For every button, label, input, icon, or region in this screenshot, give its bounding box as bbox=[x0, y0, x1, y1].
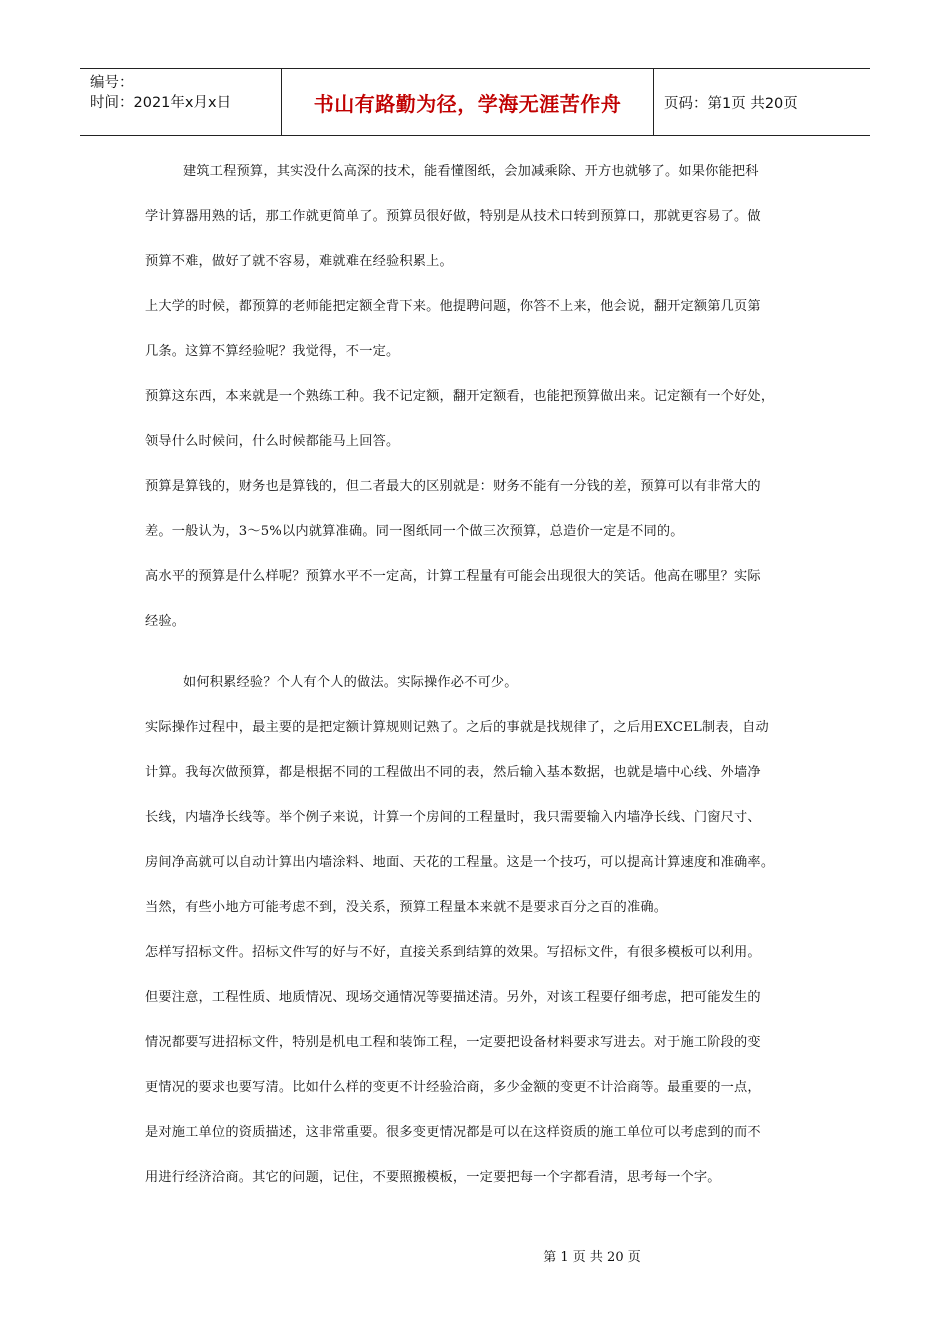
document-time-label: 时间：2021年x月x日 bbox=[90, 95, 232, 111]
body-line: 建筑工程预算，其实没什么高深的技术，能看懂图纸，会加减乘除、开方也就够了。如果你能把科 bbox=[183, 164, 759, 179]
body-line: 学计算器用熟的话，那工作就更简单了。预算员很好做，特别是从技术口转到预算口，那就更容易了。做 bbox=[145, 209, 761, 224]
body-line: 上大学的时候，都预算的老师能把定额全背下来。他提聘问题，你答不上来，他会说，翻开定额第几页第 bbox=[145, 299, 761, 314]
body-line: 预算是算钱的，财务也是算钱的，但二者最大的区别就是：财务不能有一分钱的差，预算可以有非常大的 bbox=[145, 479, 761, 494]
document-number-label: 编号： bbox=[90, 75, 134, 91]
header-motto bbox=[282, 69, 654, 135]
header-page-info bbox=[654, 69, 870, 135]
body-line: 预算这东西，本来就是一个熟练工种。我不记定额，翻开定额看，也能把预算做出来。记定额有一个好处， bbox=[145, 389, 775, 404]
body-line: 实际操作过程中，最主要的是把定额计算规则记熟了。之后的事就是找规律了，之后用EXCEL制表，自动 bbox=[145, 720, 769, 735]
body-line: 长线，内墙净长线等。举个例子来说，计算一个房间的工程量时，我只需要输入内墙净长线、门窗尺寸、 bbox=[145, 810, 761, 825]
body-line: 用进行经济洽商。其它的问题，记住，不要照搬模板，一定要把每一个字都看清，思考每一个字。 bbox=[145, 1170, 721, 1185]
motto-text: 书山有路勤为径，学海无涯苦作舟 bbox=[313, 91, 622, 116]
body-line: 是对施工单位的资质描述，这非常重要。很多变更情况都是可以在这样资质的施工单位可以考虑到的而不 bbox=[145, 1125, 761, 1140]
document-body bbox=[145, 156, 817, 1207]
body-line: 怎样写招标文件。招标文件写的好与不好，直接关系到结算的效果。写招标文件，有很多模板可以利用。 bbox=[145, 945, 761, 960]
body-line: 几条。这算不算经验呢？我觉得，不一定。 bbox=[145, 344, 400, 359]
body-line: 计算。我每次做预算，都是根据不同的工程做出不同的表，然后输入基本数据，也就是墙中心线、外墙净 bbox=[145, 765, 761, 780]
body-line: 情况都要写进招标文件，特别是机电工程和装饰工程，一定要把设备材料要求写进去。对于施工阶段的变 bbox=[145, 1035, 761, 1050]
footer-page-number: 第 1 页 共 20 页 bbox=[543, 1250, 641, 1265]
body-line: 高水平的预算是什么样呢？预算水平不一定高，计算工程量有可能会出现很大的笑话。他高在哪里？实际 bbox=[145, 569, 761, 584]
page-footer bbox=[0, 1246, 950, 1265]
body-line: 差。一般认为，3～5%以内就算准确。同一图纸同一个做三次预算，总造价一定是不同的。 bbox=[145, 524, 684, 539]
body-line: 领导什么时候问，什么时候都能马上回答。 bbox=[145, 434, 400, 449]
body-line: 当然，有些小地方可能考虑不到，没关系，预算工程量本来就不是要求百分之百的准确。 bbox=[145, 900, 668, 915]
body-line: 经验。 bbox=[145, 614, 186, 629]
paragraph-gap bbox=[145, 651, 817, 667]
page-info-text: 页码：第1页 共20页 bbox=[664, 95, 798, 112]
page-header bbox=[80, 68, 870, 136]
header-meta bbox=[80, 69, 282, 135]
body-line: 更情况的要求也要写清。比如什么样的变更不计经验洽商，多少金额的变更不计洽商等。最重要的一点， bbox=[145, 1080, 761, 1095]
body-line: 如何积累经验？个人有个人的做法。实际操作必不可少。 bbox=[183, 675, 518, 690]
body-line: 房间净高就可以自动计算出内墙涂料、地面、天花的工程量。这是一个技巧，可以提高计算速度和准确率。 bbox=[145, 855, 775, 870]
body-line: 预算不难，做好了就不容易，难就难在经验积累上。 bbox=[145, 254, 453, 269]
body-line: 但要注意，工程性质、地质情况、现场交通情况等要描述清。另外，对该工程要仔细考虑，把可能发生的 bbox=[145, 990, 761, 1005]
